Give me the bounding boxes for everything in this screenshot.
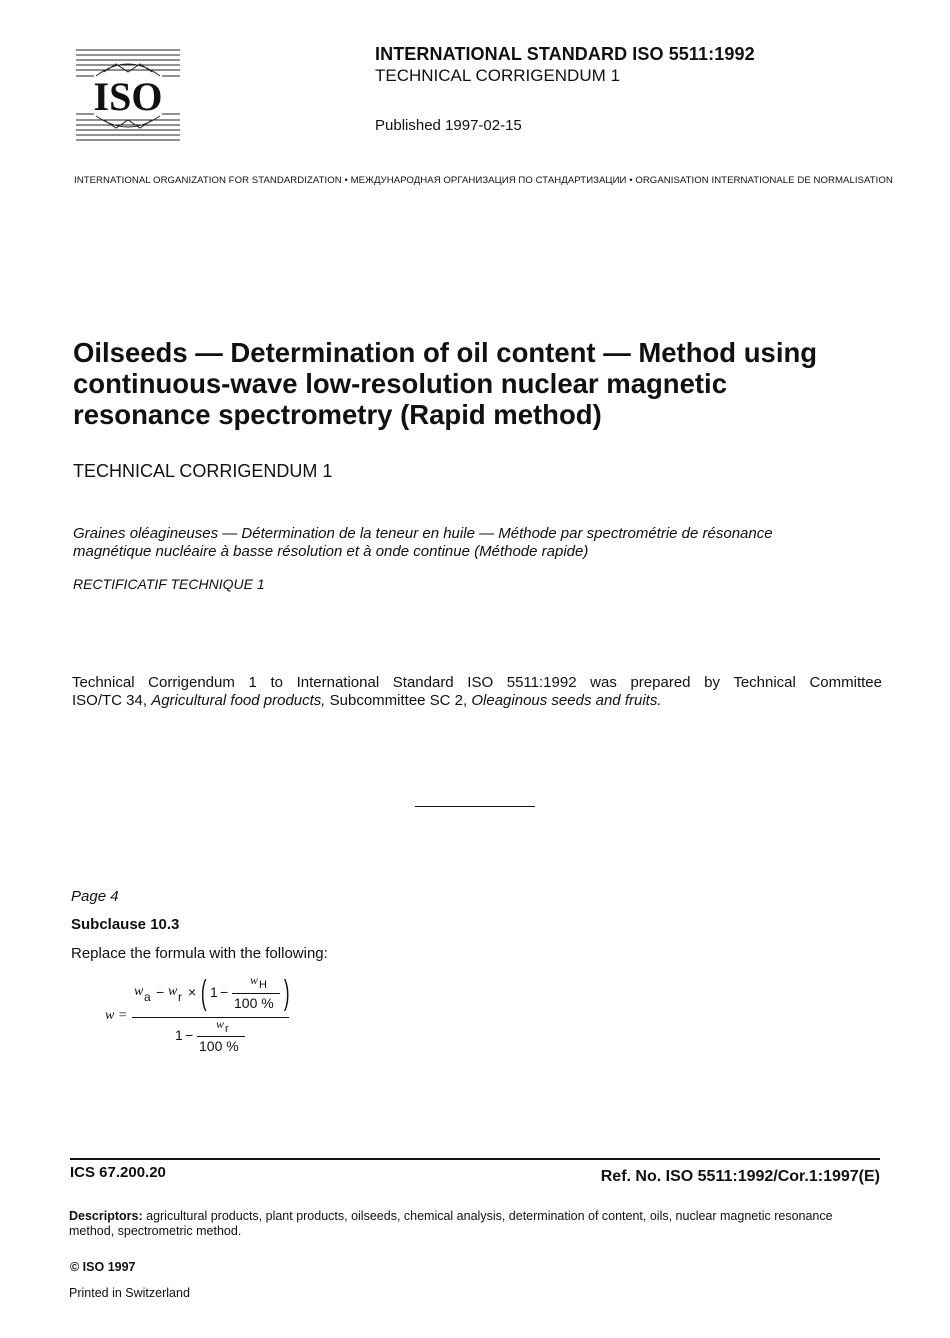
intro-paragraph [72, 674, 882, 710]
formula-den-one: 1 [175, 1027, 183, 1043]
formula-lhs: w = [105, 1008, 128, 1023]
formula-wa: w [134, 984, 144, 999]
title-line-1: Oilseeds — Determination of oil content — Method using [73, 337, 818, 368]
copyright: © ISO 1997 [70, 1260, 136, 1274]
formula [100, 970, 300, 1060]
formula-wa-sub: a [144, 990, 151, 1004]
standard-title: INTERNATIONAL STANDARD ISO 5511:1992 [375, 44, 755, 64]
printed-in: Printed in Switzerland [69, 1286, 190, 1300]
footer-rule [70, 1158, 880, 1160]
corrigendum-subtitle: TECHNICAL CORRIGENDUM 1 [73, 461, 333, 481]
organization-line: INTERNATIONAL ORGANIZATION FOR STANDARDIZATION • МЕЖДУНАРОДНАЯ ОРГАНИЗАЦИЯ ПО СТАНДАРТИЗАЦИИ • ORGANISATION INTERNATIONALE DE NORMALISATION [74, 175, 893, 186]
intro-line-1: Technical Corrigendum 1 to International Standard ISO 5511:1992 was prepared by Technical Committee [72, 674, 882, 691]
intro-committee: ISO/TC 34, [72, 692, 152, 709]
descriptors [69, 1209, 881, 1239]
french-rectificatif: RECTIFICATIF TECHNIQUE 1 [73, 576, 265, 592]
formula-hundred-2: 100 % [199, 1038, 239, 1054]
intro-subcommittee-name: Oleaginous seeds and fruits. [471, 692, 662, 709]
formula-den-wr: w [216, 1017, 225, 1031]
intro-committee-name: Agricultural food products, [151, 692, 326, 709]
scan-specks [727, 853, 738, 863]
corrigendum-header: TECHNICAL CORRIGENDUM 1 [375, 66, 620, 85]
reference-number: Ref. No. ISO 5511:1992/Cor.1:1997(E) [600, 1168, 880, 1185]
title-line-2: continuous-wave low-resolution nuclear magnetic [73, 368, 727, 399]
french-title-line-2: magnétique nucléaire à basse résolution et à onde continue (Méthode rapide) [73, 543, 589, 560]
formula-wh: w [250, 973, 259, 987]
formula-wr-sub: r [178, 990, 182, 1004]
formula-den-wr-sub: r [225, 1023, 229, 1035]
formula-minus: − [156, 984, 165, 1000]
formula-hundred-1: 100 % [234, 995, 274, 1011]
descriptors-label: Descriptors: [69, 1209, 143, 1223]
ics-code: ICS 67.200.20 [70, 1164, 166, 1181]
formula-main-fraction-bar [132, 1017, 289, 1018]
replace-instruction: Replace the formula with the following: [71, 945, 328, 962]
section-divider [415, 806, 535, 807]
formula-wh-sub: H [259, 979, 267, 991]
formula-inner-bar [232, 993, 280, 994]
formula-den-minus: − [185, 1027, 194, 1043]
formula-times: × [188, 984, 197, 1000]
formula-minus-2: − [220, 984, 229, 1000]
intro-subcommittee: Subcommittee SC 2, [325, 692, 472, 709]
formula-open-paren: ( [200, 974, 207, 1012]
formula-wr: w [168, 984, 178, 999]
published-date: Published 1997-02-15 [375, 117, 522, 134]
formula-close-paren: ) [283, 974, 290, 1012]
french-title [73, 525, 833, 561]
document-title [73, 337, 873, 430]
descriptors-text: agricultural products, plant products, oilseeds, chemical analysis, determination of content, oils, nuclear magnetic resonance method, spectrometric method. [69, 1209, 833, 1238]
page-reference: Page 4 [71, 888, 119, 905]
iso-logo [74, 46, 182, 144]
svg-text:ISO: ISO [93, 74, 163, 119]
title-line-3: resonance spectrometry (Rapid method) [73, 399, 602, 430]
formula-den-bar [197, 1036, 245, 1037]
formula-one: 1 [210, 984, 218, 1000]
subclause-heading: Subclause 10.3 [71, 916, 180, 933]
french-title-line-1: Graines oléagineuses — Détermination de la teneur en huile — Méthode par spectrométrie de résonance [73, 525, 773, 542]
